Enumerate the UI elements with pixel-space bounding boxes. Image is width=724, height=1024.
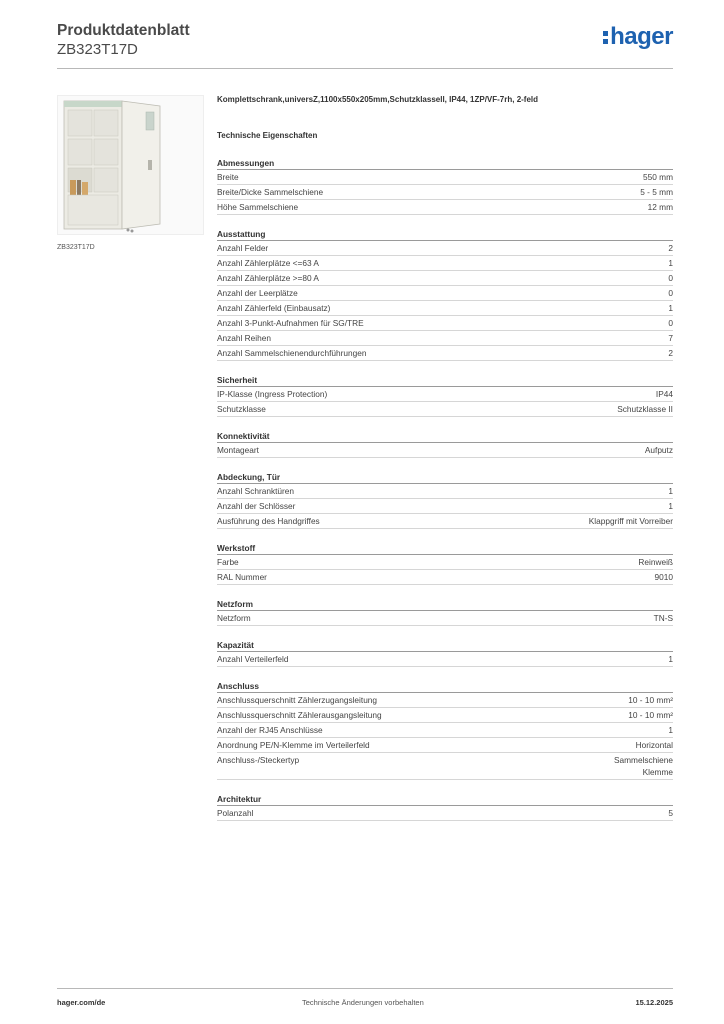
spec-row — [217, 723, 673, 738]
spec-value: 1 — [668, 725, 673, 735]
spec-value: Reinweiß — [638, 557, 673, 567]
spec-value: 10 - 10 mm² — [628, 695, 673, 705]
hager-logo — [603, 24, 673, 50]
spec-section — [217, 374, 673, 417]
spec-row — [217, 331, 673, 346]
spec-label: RAL Nummer — [217, 572, 267, 582]
spec-row — [217, 570, 673, 585]
spec-label: Anzahl 3-Punkt-Aufnahmen für SG/TRE — [217, 318, 364, 328]
spec-label: Anzahl Sammelschienendurchführungen — [217, 348, 367, 358]
spec-label: Anordnung PE/N-Klemme im Verteilerfeld — [217, 740, 370, 750]
section-title: Abdeckung, Tür — [217, 471, 673, 484]
spec-row — [217, 708, 673, 723]
spec-value: 2 — [668, 348, 673, 358]
spec-row — [217, 499, 673, 514]
spec-value: 12 mm — [647, 202, 673, 212]
spec-row — [217, 387, 673, 402]
spec-label: Anzahl Zählerfeld (Einbausatz) — [217, 303, 331, 313]
spec-value: 1 — [668, 501, 673, 511]
spec-label: Farbe — [217, 557, 239, 567]
spec-row — [217, 555, 673, 570]
logo-text: hager — [610, 23, 673, 50]
spec-row — [217, 286, 673, 301]
cabinet-illustration — [58, 96, 203, 234]
spec-section — [217, 680, 673, 780]
footer-date: 15.12.2025 — [635, 998, 673, 1007]
spec-value: 1 — [668, 258, 673, 268]
spec-label: Netzform — [217, 613, 251, 623]
spec-label: Anschlussquerschnitt Zählerzugangsleitung — [217, 695, 378, 705]
spec-label: Anzahl Felder — [217, 243, 269, 253]
section-title: Architektur — [217, 793, 673, 806]
spec-section — [217, 793, 673, 821]
spec-value: Klappgriff mit Vorreiber — [588, 516, 673, 526]
spec-row — [217, 402, 673, 417]
spec-value: 1 — [668, 303, 673, 313]
spec-value: Aufputz — [644, 445, 673, 455]
spec-label: Anzahl Zählerplätze <=63 A — [217, 258, 319, 268]
spec-row — [217, 738, 673, 753]
spec-label: Anzahl Zählerplätze >=80 A — [217, 273, 319, 283]
spec-row — [217, 753, 673, 780]
header-divider — [57, 68, 673, 69]
spec-value: IP44 — [655, 389, 673, 399]
section-title: Anschluss — [217, 680, 673, 693]
footer-website[interactable]: hager.com/de — [57, 998, 106, 1007]
spec-value: Sammelschiene Klemme — [613, 755, 673, 777]
spec-value: Horizontal — [635, 740, 673, 750]
spec-row — [217, 271, 673, 286]
spec-value: 10 - 10 mm² — [628, 710, 673, 720]
spec-row — [217, 484, 673, 499]
page-header — [57, 20, 673, 70]
spec-row — [217, 611, 673, 626]
spec-label: Anzahl der Leerplätze — [217, 288, 298, 298]
spec-row — [217, 443, 673, 458]
spec-value: 5 — [668, 808, 673, 818]
spec-row — [217, 514, 673, 529]
spec-label: Anschlussquerschnitt Zählerausgangsleitung — [217, 710, 382, 720]
technical-heading: Technische Eigenschaften — [217, 131, 318, 140]
spec-row — [217, 200, 673, 215]
logo-dots-icon — [603, 31, 608, 44]
section-title: Abmessungen — [217, 157, 673, 170]
content-area — [217, 95, 673, 834]
footer-divider — [57, 988, 673, 989]
spec-section — [217, 639, 673, 667]
spec-label: Anschluss-/Steckertyp — [217, 755, 300, 765]
spec-row — [217, 693, 673, 708]
page-title: Produktdatenblatt — [57, 22, 190, 39]
spec-row — [217, 241, 673, 256]
spec-section — [217, 228, 673, 361]
spec-label: Anzahl Schranktüren — [217, 486, 295, 496]
spec-label: Schutzklasse — [217, 404, 266, 414]
section-title: Werkstoff — [217, 542, 673, 555]
spec-label: Polanzahl — [217, 808, 254, 818]
spec-label: Anzahl der RJ45 Anschlüsse — [217, 725, 323, 735]
section-title: Ausstattung — [217, 228, 673, 241]
spec-row — [217, 806, 673, 821]
spec-label: Breite — [217, 172, 239, 182]
spec-label: Ausführung des Handgriffes — [217, 516, 320, 526]
spec-label: Breite/Dicke Sammelschiene — [217, 187, 324, 197]
product-image — [57, 95, 204, 235]
spec-value: 1 — [668, 654, 673, 664]
spec-value: 0 — [668, 318, 673, 328]
spec-section — [217, 598, 673, 626]
spec-sections — [217, 157, 673, 821]
spec-value: 0 — [668, 288, 673, 298]
section-title: Sicherheit — [217, 374, 673, 387]
spec-value: 2 — [668, 243, 673, 253]
footer-notice: Technische Änderungen vorbehalten — [302, 998, 424, 1007]
spec-row — [217, 301, 673, 316]
spec-section — [217, 157, 673, 215]
spec-row — [217, 256, 673, 271]
spec-label: Anzahl Verteilerfeld — [217, 654, 289, 664]
spec-label: IP-Klasse (Ingress Protection) — [217, 389, 328, 399]
spec-value: 550 mm — [643, 172, 673, 182]
spec-label: Montageart — [217, 445, 259, 455]
spec-value: TN-S — [653, 613, 673, 623]
product-code: ZB323T17D — [57, 41, 138, 58]
spec-value: 5 - 5 mm — [640, 187, 673, 197]
image-caption: ZB323T17D — [57, 244, 95, 251]
section-title: Kapazität — [217, 639, 673, 652]
spec-row — [217, 185, 673, 200]
spec-section — [217, 471, 673, 529]
spec-section — [217, 542, 673, 585]
product-description: Komplettschrank,universZ,1100x550x205mm,Schutzklassell, IP44, 1ZP/VF-7rh, 2-feld — [217, 95, 539, 104]
spec-label: Höhe Sammelschiene — [217, 202, 299, 212]
section-title: Netzform — [217, 598, 673, 611]
spec-row — [217, 170, 673, 185]
spec-value: 1 — [668, 486, 673, 496]
spec-row — [217, 346, 673, 361]
spec-label: Anzahl Reihen — [217, 333, 271, 343]
spec-label: Anzahl der Schlösser — [217, 501, 296, 511]
spec-value: 7 — [668, 333, 673, 343]
spec-row — [217, 652, 673, 667]
spec-value: 0 — [668, 273, 673, 283]
section-title: Konnektivität — [217, 430, 673, 443]
spec-row — [217, 316, 673, 331]
spec-value: 9010 — [654, 572, 673, 582]
spec-value: Schutzklasse II — [617, 404, 673, 414]
spec-section — [217, 430, 673, 458]
